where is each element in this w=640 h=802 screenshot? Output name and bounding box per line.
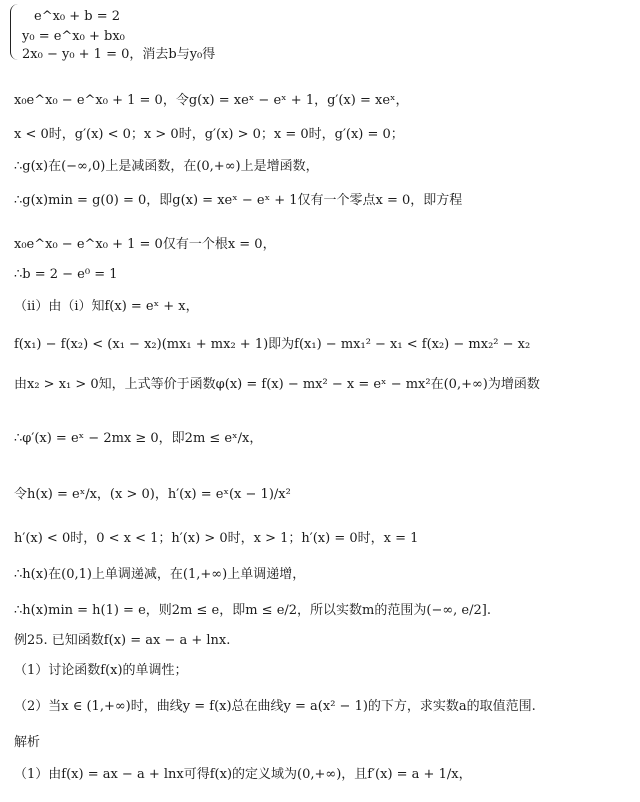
text-line-11: f(x₁) − f(x₂) < (x₁ − x₂)(mx₁ + mx₂ + 1)即为f(x₁) − mx₁² − x₁ < f(x₂) − mx₂² − x₂ [14,337,531,352]
text-line-20: （2）当x ∈ (1,+∞)时，曲线y = f(x)总在曲线y = a(x² − 1)的下方，求实数a的取值范围. [14,699,536,714]
text-line-10: （ii）由（i）知f(x) = eˣ + x， [14,299,199,314]
text-line-16: ∴h(x)在(0,1)上单调递减，在(1,+∞)上单调递增， [14,567,306,582]
text-line-22: （1）由f(x) = ax − a + lnx可得f(x)的定义域为(0,+∞)，且f′(x) = a + 1/x， [14,767,472,782]
text-line-12: 由x₂ > x₁ > 0知，上式等价于函数φ(x) = f(x) − mx² − x = eˣ − mx²在(0,+∞)为增函数 [14,377,540,392]
text-line-14: 令h(x) = eˣ/x，(x > 0)，h′(x) = eˣ(x − 1)/x² [14,487,291,502]
text-line-6: ∴g(x)在(−∞,0)上是减函数，在(0,+∞)上是增函数， [14,159,319,174]
text-line-15: h′(x) < 0时，0 < x < 1；h′(x) > 0时，x > 1；h′(x) = 0时，x = 1 [14,531,419,546]
text-line-18: 例25. 已知函数f(x) = ax − a + lnx. [14,633,231,648]
text-line-2: y₀ = e^x₀ + bx₀ [22,29,125,44]
text-line-9: ∴b = 2 − e⁰ = 1 [14,267,118,282]
text-line-1: e^x₀ + b = 2 [34,9,121,24]
text-line-17: ∴h(x)min = h(1) = e，则2m ≤ e，即m ≤ e/2，所以实数m的范围为(−∞, e/2]. [14,603,491,618]
text-line-3: 2x₀ − y₀ + 1 = 0，消去b与y₀得 [22,47,216,62]
text-line-21: 解析 [14,735,41,750]
system-brace [10,4,19,60]
text-line-4: x₀e^x₀ − e^x₀ + 1 = 0，令g(x) = xeˣ − eˣ + 1，g′(x) = xeˣ， [14,93,409,108]
text-line-19: （1）讨论函数f(x)的单调性； [14,663,188,678]
text-line-8: x₀e^x₀ − e^x₀ + 1 = 0仅有一个根x = 0， [14,237,276,252]
text-line-5: x < 0时，g′(x) < 0；x > 0时，g′(x) > 0；x = 0时，g′(x) = 0； [14,127,404,142]
text-line-7: ∴g(x)min = g(0) = 0，即g(x) = xeˣ − eˣ + 1仅有一个零点x = 0，即方程 [14,193,463,208]
text-line-13: ∴φ′(x) = eˣ − 2mx ≥ 0，即2m ≤ eˣ/x， [14,431,263,446]
